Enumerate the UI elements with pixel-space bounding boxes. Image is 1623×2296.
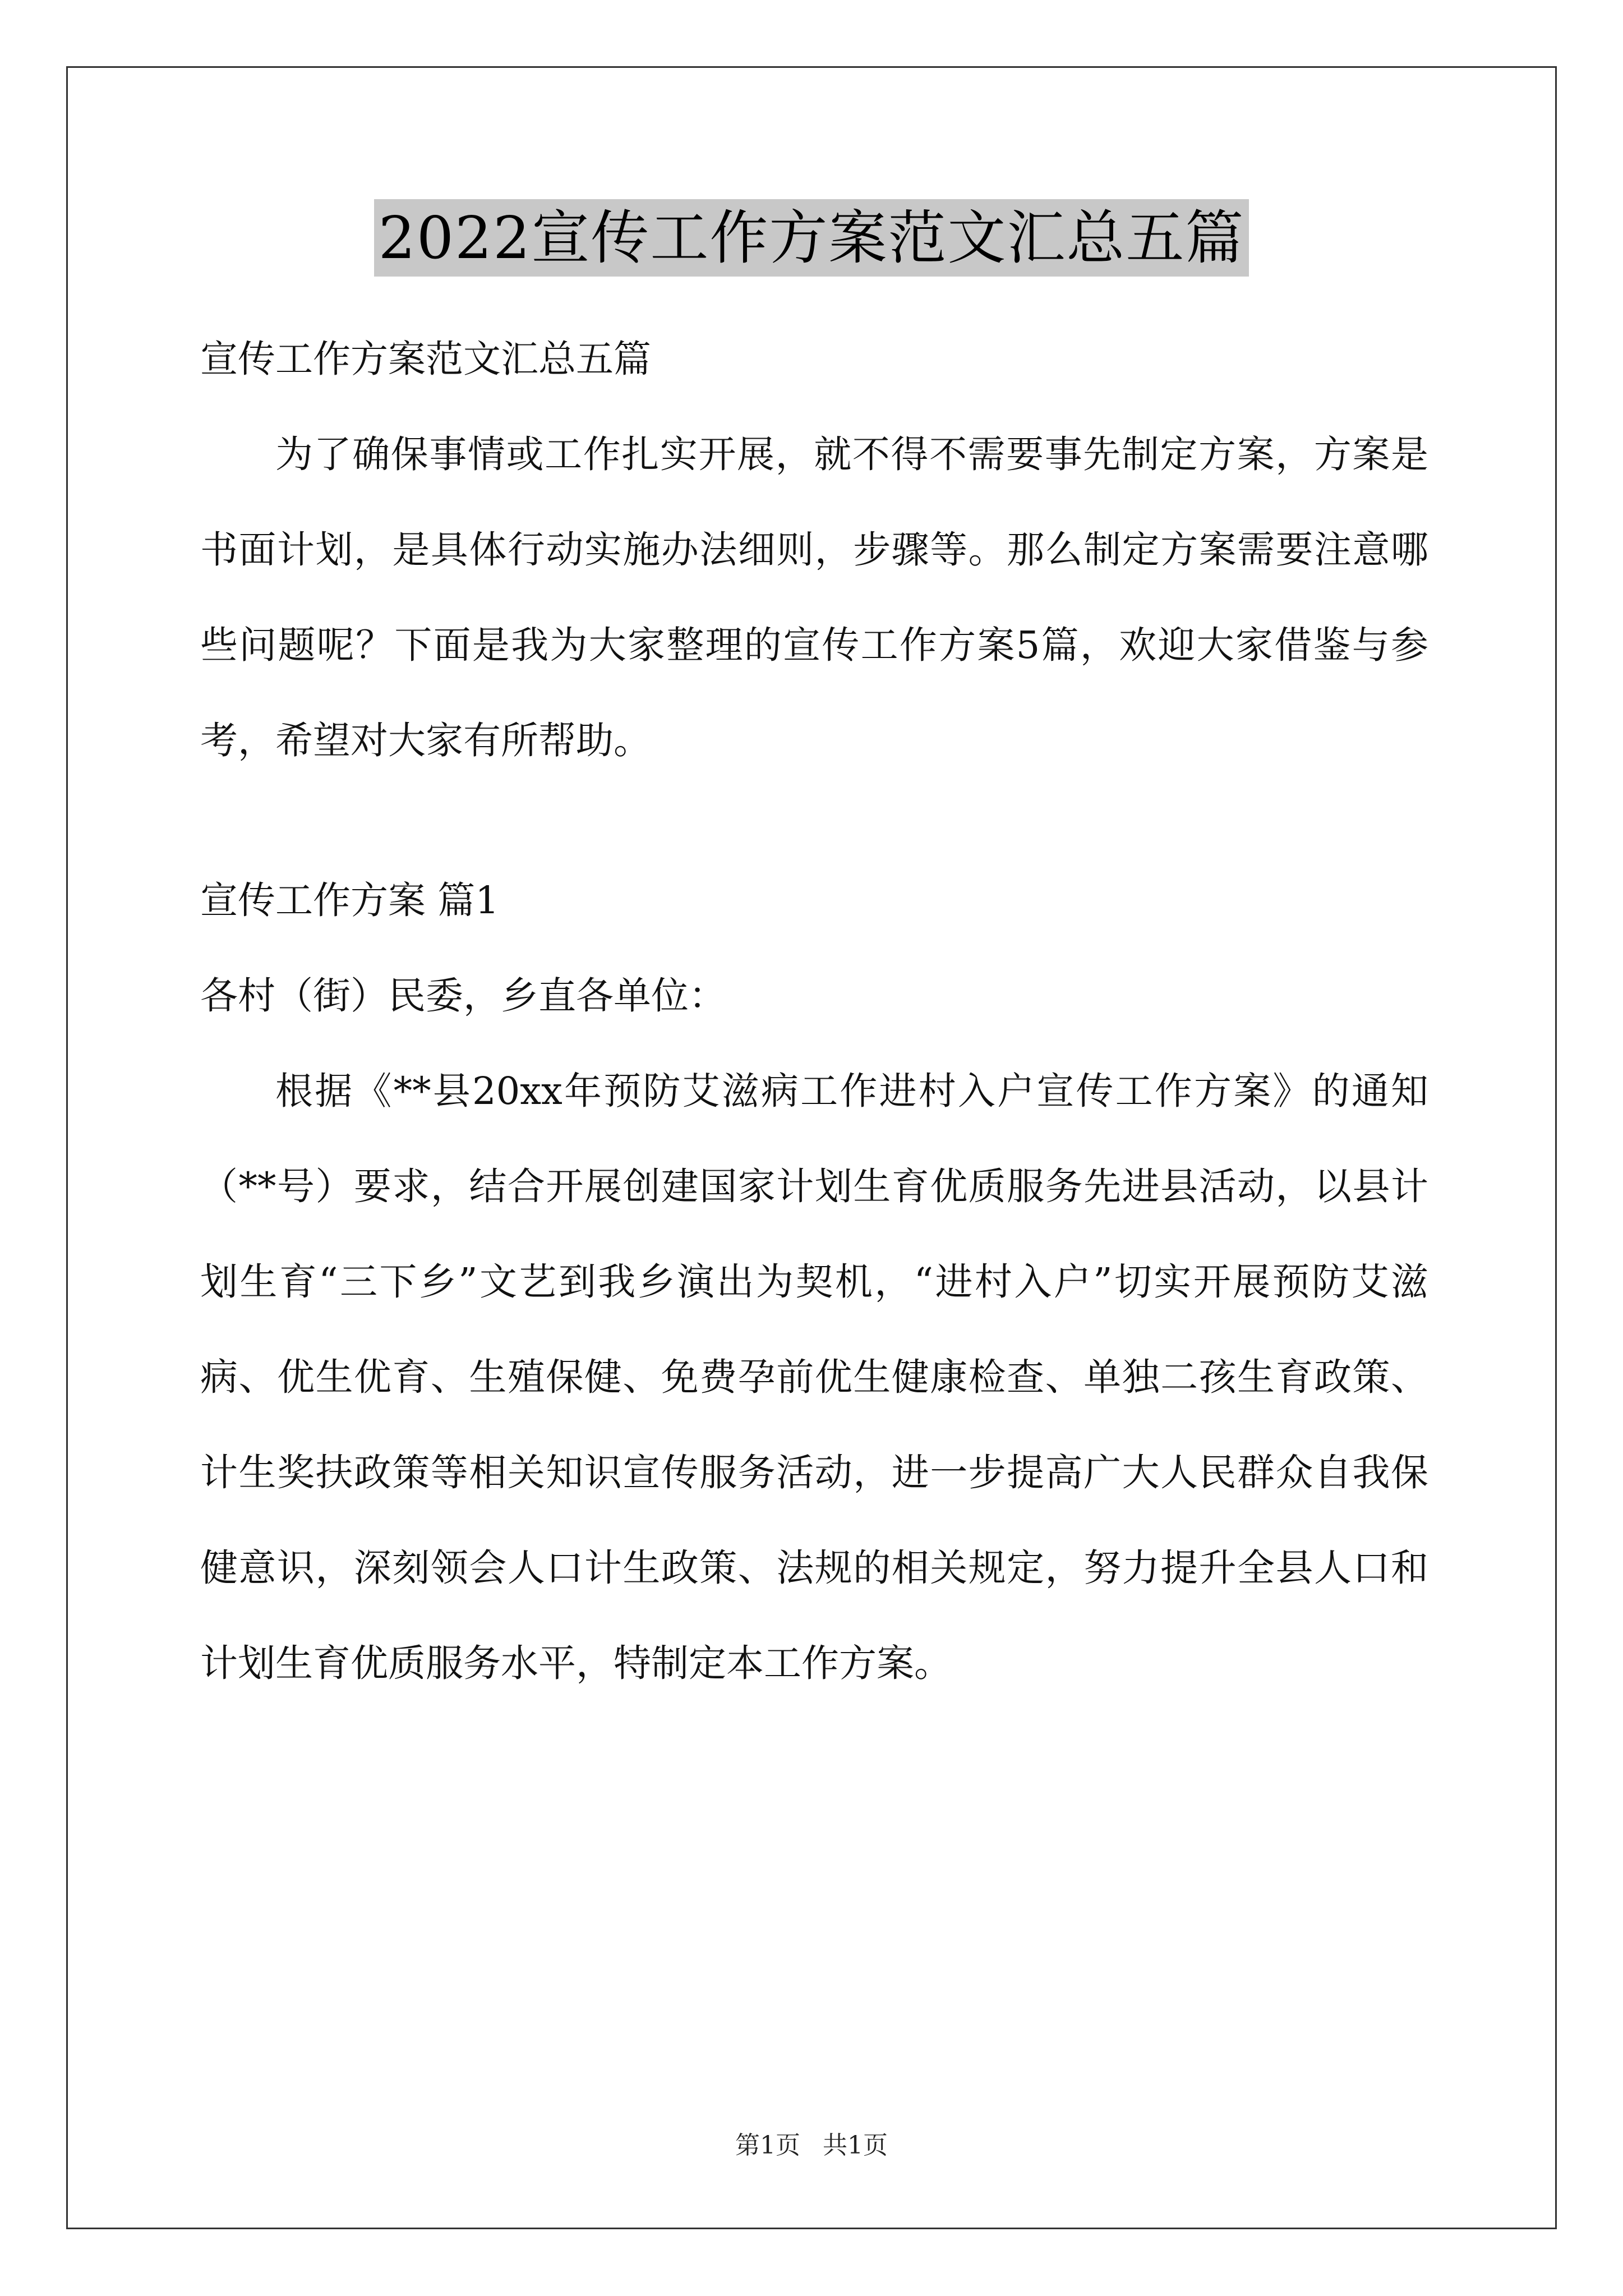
section-heading: 宣传工作方案 篇1	[200, 878, 499, 922]
body-paragraph: 根据《**县20xx年预防艾滋病工作进村入户宣传工作方案》的通知（**号）要求，结合开展创建国家计划生育优质服务先进县活动，以县计划生育“三下乡”文艺到我乡演出为契机，“进村入户”切实开展预防艾滋病、优生优育、生殖保健、免费孕前优生健康检查、单独二孩生育政策、计生奖扶政策等相关知识宣传服务活动，进一步提高广大人民群众自我保健意识，深刻领会人口计生政策、法规的相关规定，努力提升全县人口和计划生育优质服务水平，特制定本工作方案。	[200, 1069, 1428, 1685]
document-body	[200, 311, 1428, 1711]
page-footer	[0, 2129, 1623, 2162]
document-subtitle: 宣传工作方案范文汇总五篇	[200, 337, 651, 381]
intro-paragraph: 为了确保事情或工作扎实开展，就不得不需要事先制定方案，方案是书面计划，是具体行动实施办法细则，步骤等。那么制定方案需要注意哪些问题呢？下面是我为大家整理的宣传工作方案5篇，欢迎大家借鉴与参考，希望对大家有所帮助。	[200, 432, 1428, 762]
paragraph-spacer	[200, 788, 1428, 853]
page-number: 第1页	[735, 2131, 800, 2160]
salutation: 各村（街）民委，乡直各单位：	[200, 974, 726, 1018]
title-container	[0, 199, 1623, 277]
page-total: 共1页	[823, 2131, 888, 2160]
document-title: 2022宣传工作方案范文汇总五篇	[374, 199, 1249, 277]
